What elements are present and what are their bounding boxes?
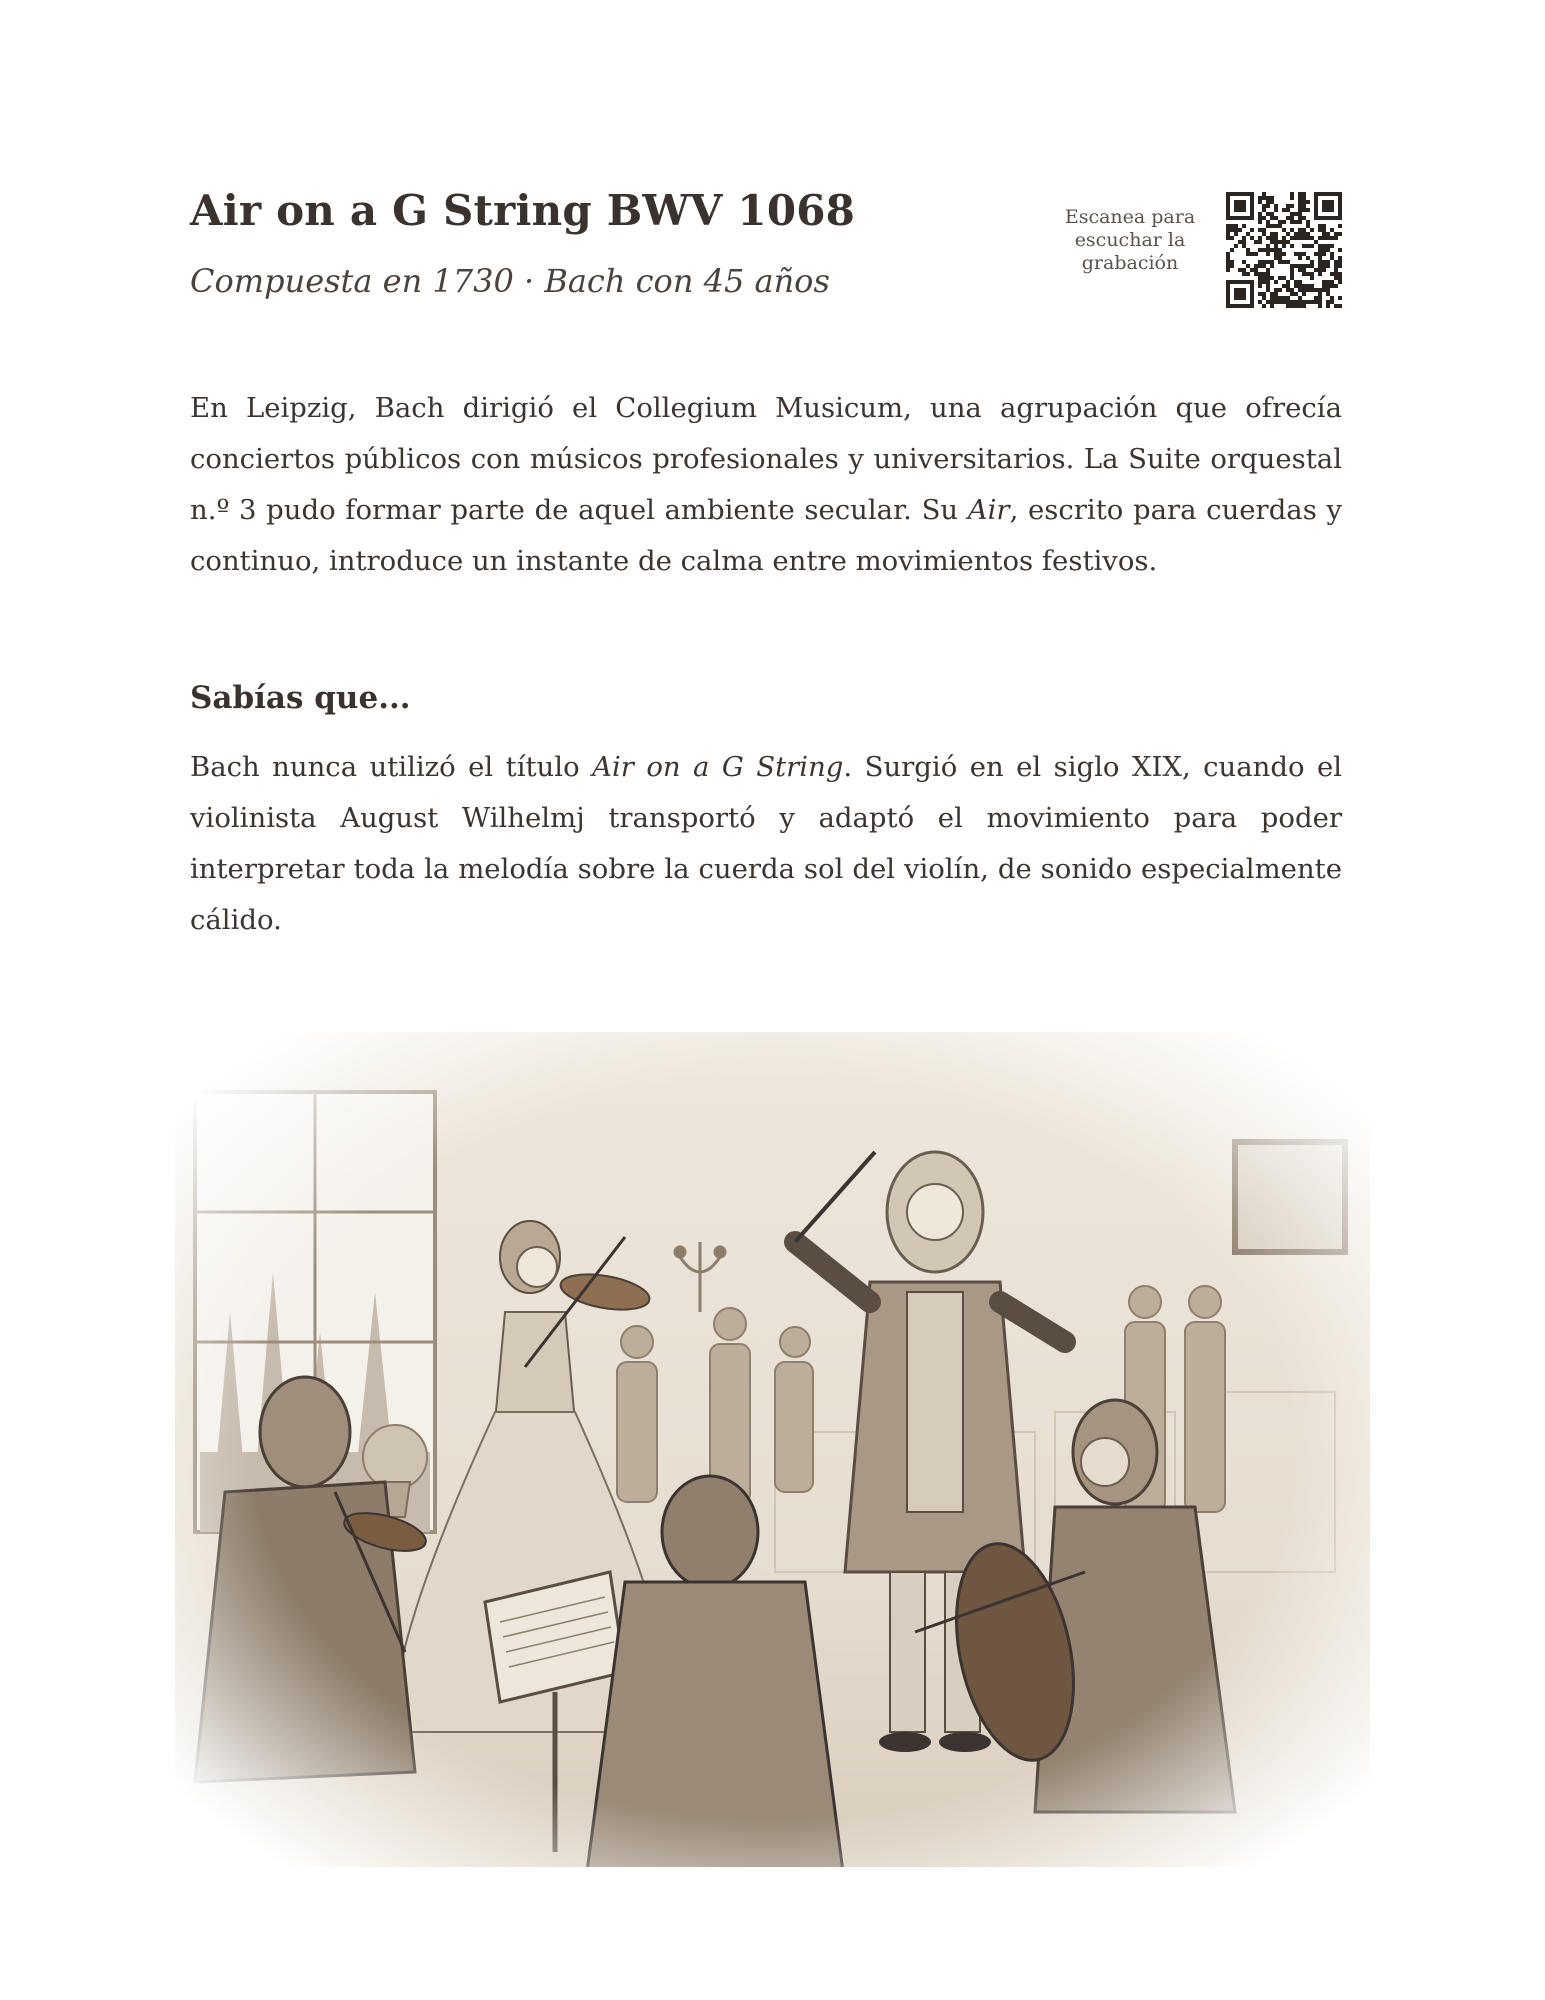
- intro-emphasis: Air: [967, 494, 1010, 526]
- fact-heading: Sabías que...: [190, 680, 411, 716]
- fact-text-after: . Surgió en el siglo XIX, cuando el violinista August Wilhelmj transportó y adaptó el movimiento para poder interpretar toda la melodía sobre la cuerda sol del violín, de sonido especialmente cálido.: [190, 751, 1343, 936]
- qr-caption: Escanea para escuchar la grabación: [1064, 206, 1196, 274]
- intro-paragraph: [190, 383, 1342, 587]
- qr-code-icon[interactable]: [1226, 192, 1342, 308]
- fact-paragraph: [190, 742, 1342, 946]
- page-title: Air on a G String BWV 1068: [190, 186, 856, 235]
- intro-text-before: En Leipzig, Bach dirigió el Collegium Musicum, una agrupación que ofrecía conciertos públicos con músicos profesionales y universitarios. La Suite orquestal n.º 3 pudo formar parte de aquel ambiente secular. Su: [190, 392, 1342, 526]
- intro-text-after: , escrito para cuerdas y continuo, introduce un instante de calma entre movimientos festivos.: [190, 494, 1342, 577]
- fact-emphasis: Air on a G String: [592, 751, 844, 783]
- page-subtitle: Compuesta en 1730 · Bach con 45 años: [190, 262, 830, 300]
- fact-text-before: Bach nunca utilizó el título: [190, 751, 593, 783]
- concert-illustration: [155, 1012, 1390, 1887]
